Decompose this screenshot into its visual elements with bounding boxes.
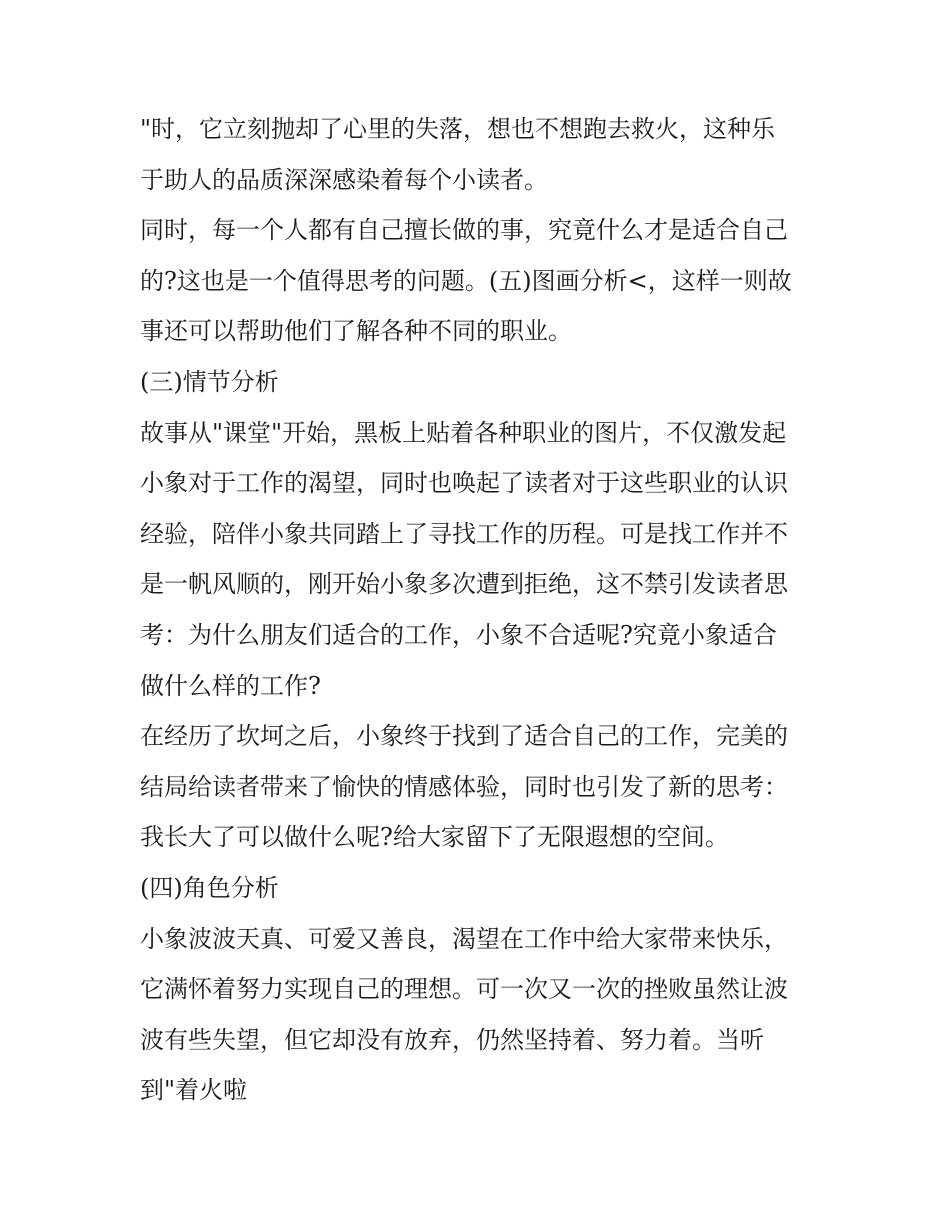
text-line: 我长大了可以做什么呢?给大家留下了无限遐想的空间。 xyxy=(140,823,729,852)
document-body xyxy=(140,104,830,1116)
text-line: 小象波波天真、可爱又善良，渴望在工作中给大家带来快乐， xyxy=(140,924,788,953)
text-line: 是一帆风顺的，刚开始小象多次遭到拒绝，这不禁引发读者思 xyxy=(140,570,788,599)
section-heading-character-analysis: (四)角色分析 xyxy=(140,873,279,902)
text-line: 经验，陪伴小象共同踏上了寻找工作的历程。可是找工作并不 xyxy=(140,519,788,548)
text-line: 做什么样的工作? xyxy=(140,671,321,700)
text-line: 它满怀着努力实现自己的理想。可一次又一次的挫败虽然让波 xyxy=(140,975,788,1004)
text-line: 的?这也是一个值得思考的问题。(五)图画分析<，这样一则故 xyxy=(140,266,792,295)
text-line: 波有些失望，但它却没有放弃，仍然坚持着、努力着。当听 xyxy=(140,1025,764,1054)
text-line: 结局给读者带来了愉快的情感体验，同时也引发了新的思考： xyxy=(140,772,788,801)
text-line: 同时，每一个人都有自己擅长做的事，究竟什么才是适合自己 xyxy=(140,216,788,245)
text-line: 故事从"课堂"开始，黑板上贴着各种职业的图片，不仅激发起 xyxy=(140,418,787,447)
text-line: 考：为什么朋友们适合的工作，小象不合适呢?究竟小象适合 xyxy=(140,620,777,649)
section-heading-plot-analysis: (三)情节分析 xyxy=(140,367,279,396)
text-line: 到"着火啦 xyxy=(140,1076,248,1105)
text-line: 小象对于工作的渴望，同时也唤起了读者对于这些职业的认识 xyxy=(140,469,788,498)
text-line: 事还可以帮助他们了解各种不同的职业。 xyxy=(140,317,572,346)
text-line: 在经历了坎坷之后，小象终于找到了适合自己的工作，完美的 xyxy=(140,722,788,751)
text-line: 于助人的品质深深感染着每个小读者。 xyxy=(140,165,548,194)
text-line: "时，它立刻抛却了心里的失落，想也不想跑去救火，这种乐 xyxy=(140,115,776,143)
